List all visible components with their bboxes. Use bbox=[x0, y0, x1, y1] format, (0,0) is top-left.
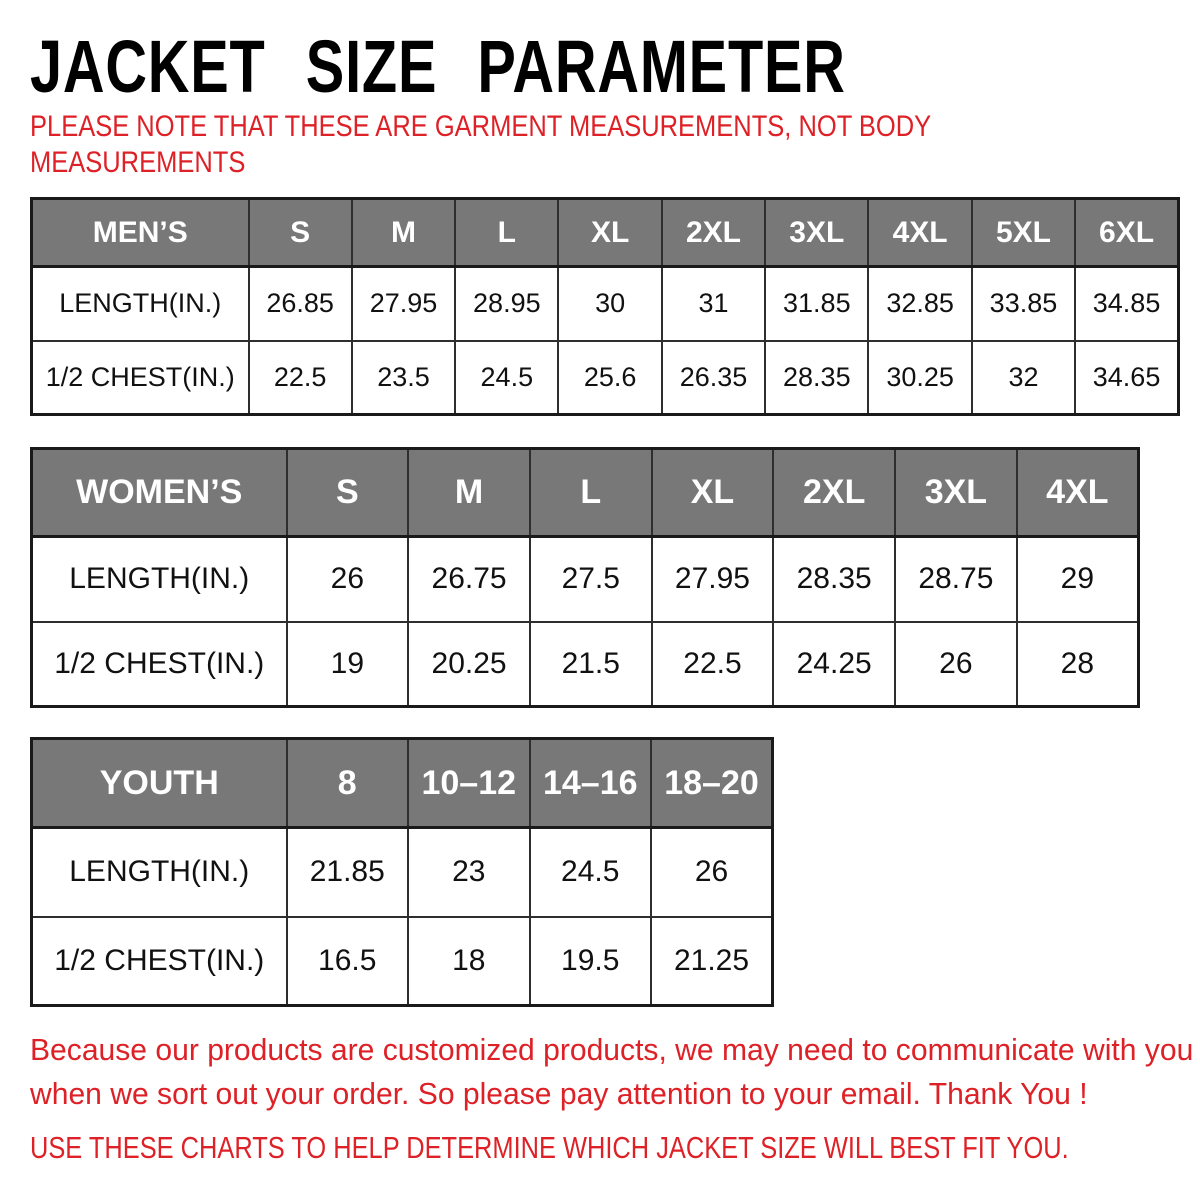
size-table-mens bbox=[30, 197, 1180, 416]
value-cell: 26 bbox=[287, 537, 409, 622]
header-cell-size: 3XL bbox=[895, 449, 1017, 537]
value-cell: 23 bbox=[408, 828, 530, 917]
value-cell: 24.25 bbox=[773, 622, 895, 707]
table-row bbox=[32, 267, 1179, 341]
header-cell-size: 8 bbox=[287, 739, 409, 828]
header-cell-size: L bbox=[530, 449, 652, 537]
header-cell-size: 18–20 bbox=[651, 739, 773, 828]
header-cell-mens: MEN’S bbox=[32, 199, 249, 267]
value-cell: 16.5 bbox=[287, 917, 409, 1006]
table-header-row bbox=[32, 449, 1139, 537]
header-cell-youth: YOUTH bbox=[32, 739, 287, 828]
header-cell-size: XL bbox=[652, 449, 774, 537]
label-cell: 1/2 CHEST(IN.) bbox=[32, 341, 249, 415]
table-header-row bbox=[32, 739, 773, 828]
header-cell-size: S bbox=[249, 199, 352, 267]
value-cell: 32.85 bbox=[868, 267, 971, 341]
value-cell: 24.5 bbox=[530, 828, 652, 917]
garment-note-line-2: MEASUREMENTS bbox=[30, 146, 246, 179]
header-cell-size: XL bbox=[558, 199, 661, 267]
value-cell: 34.85 bbox=[1075, 267, 1178, 341]
label-cell: 1/2 CHEST(IN.) bbox=[32, 622, 287, 707]
label-cell: LENGTH(IN.) bbox=[32, 267, 249, 341]
header-cell-size: M bbox=[352, 199, 455, 267]
header-cell-size: 5XL bbox=[972, 199, 1075, 267]
header-cell-size: 10–12 bbox=[408, 739, 530, 828]
table-header-row bbox=[32, 199, 1179, 267]
value-cell: 21.5 bbox=[530, 622, 652, 707]
header-cell-size: 2XL bbox=[773, 449, 895, 537]
header-cell-size: L bbox=[455, 199, 558, 267]
header-cell-size: 14–16 bbox=[530, 739, 652, 828]
table-row bbox=[32, 622, 1139, 707]
header-cell-size: 4XL bbox=[868, 199, 971, 267]
value-cell: 32 bbox=[972, 341, 1075, 415]
footer-paragraph-line-2: when we sort out your order. So please pay attention to your email. Thank You ! bbox=[30, 1076, 1088, 1111]
value-cell: 23.5 bbox=[352, 341, 455, 415]
value-cell: 26 bbox=[651, 828, 773, 917]
value-cell: 22.5 bbox=[249, 341, 352, 415]
value-cell: 22.5 bbox=[652, 622, 774, 707]
value-cell: 26.35 bbox=[662, 341, 765, 415]
value-cell: 20.25 bbox=[408, 622, 530, 707]
table-row bbox=[32, 537, 1139, 622]
value-cell: 30 bbox=[558, 267, 661, 341]
page-title: JACKET SIZE PARAMETER bbox=[30, 25, 846, 108]
garment-note-line-1: PLEASE NOTE THAT THESE ARE GARMENT MEASUREMENTS, NOT BODY bbox=[30, 110, 932, 143]
value-cell: 25.6 bbox=[558, 341, 661, 415]
value-cell: 26.75 bbox=[408, 537, 530, 622]
size-table-youth bbox=[30, 737, 774, 1007]
value-cell: 33.85 bbox=[972, 267, 1075, 341]
header-cell-size: S bbox=[287, 449, 409, 537]
label-cell: LENGTH(IN.) bbox=[32, 828, 287, 917]
value-cell: 21.85 bbox=[287, 828, 409, 917]
value-cell: 28.95 bbox=[455, 267, 558, 341]
header-cell-size: 6XL bbox=[1075, 199, 1178, 267]
header-cell-womens: WOMEN’S bbox=[32, 449, 287, 537]
value-cell: 27.95 bbox=[652, 537, 774, 622]
value-cell: 26.85 bbox=[249, 267, 352, 341]
table-row bbox=[32, 917, 773, 1006]
value-cell: 27.95 bbox=[352, 267, 455, 341]
value-cell: 28.75 bbox=[895, 537, 1017, 622]
value-cell: 19 bbox=[287, 622, 409, 707]
value-cell: 26 bbox=[895, 622, 1017, 707]
value-cell: 27.5 bbox=[530, 537, 652, 622]
value-cell: 21.25 bbox=[651, 917, 773, 1006]
value-cell: 29 bbox=[1017, 537, 1139, 622]
value-cell: 24.5 bbox=[455, 341, 558, 415]
footer-fit-advice-line: USE THESE CHARTS TO HELP DETERMINE WHICH JACKET SIZE WILL BEST FIT YOU. bbox=[30, 1130, 1069, 1165]
header-cell-size: 2XL bbox=[662, 199, 765, 267]
label-cell: 1/2 CHEST(IN.) bbox=[32, 917, 287, 1006]
header-cell-size: M bbox=[408, 449, 530, 537]
header-cell-size: 3XL bbox=[765, 199, 868, 267]
value-cell: 31 bbox=[662, 267, 765, 341]
size-table-womens bbox=[30, 447, 1140, 708]
value-cell: 19.5 bbox=[530, 917, 652, 1006]
table-row bbox=[32, 828, 773, 917]
table-row bbox=[32, 341, 1179, 415]
value-cell: 28.35 bbox=[773, 537, 895, 622]
footer-paragraph-line-1: Because our products are customized products, we may need to communicate with you bbox=[30, 1032, 1194, 1067]
value-cell: 31.85 bbox=[765, 267, 868, 341]
header-cell-size: 4XL bbox=[1017, 449, 1139, 537]
value-cell: 28 bbox=[1017, 622, 1139, 707]
value-cell: 34.65 bbox=[1075, 341, 1178, 415]
value-cell: 30.25 bbox=[868, 341, 971, 415]
value-cell: 18 bbox=[408, 917, 530, 1006]
label-cell: LENGTH(IN.) bbox=[32, 537, 287, 622]
value-cell: 28.35 bbox=[765, 341, 868, 415]
